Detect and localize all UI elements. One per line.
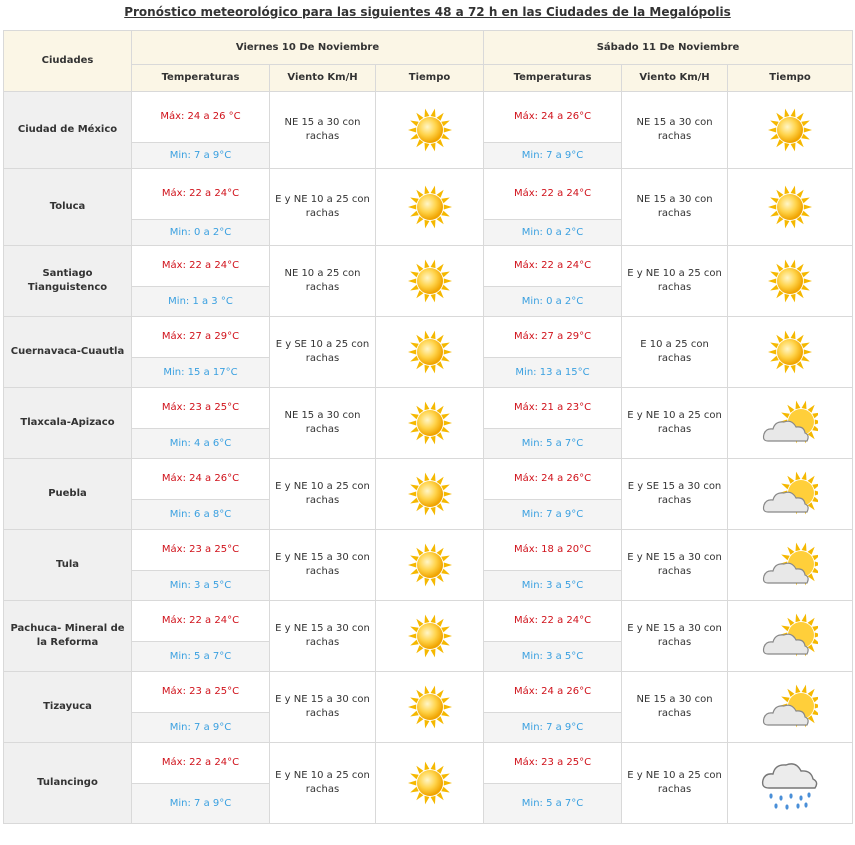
min-temp: Min: 7 a 9°C (132, 784, 270, 824)
sun-icon (405, 631, 455, 642)
wind-header: Viento Km/H (622, 65, 728, 92)
wind-value: E y NE 10 a 25 con rachas (622, 388, 728, 459)
min-temp: Min: 15 a 17°C (132, 358, 270, 388)
max-temp: Máx: 22 a 24°C (484, 246, 622, 287)
min-temp: Min: 3 a 5°C (132, 571, 270, 601)
wind-value: E y NE 10 a 25 con rachas (270, 459, 376, 530)
weather-cell (728, 92, 853, 169)
city-name: Toluca (4, 169, 132, 246)
weather-cell (376, 672, 484, 743)
weather-cell (376, 169, 484, 246)
max-temp: Máx: 22 a 24°C (132, 743, 270, 784)
sun-icon (405, 347, 455, 358)
wind-value: E y NE 15 a 30 con rachas (270, 530, 376, 601)
weather-cell (728, 169, 853, 246)
sun-icon (765, 125, 815, 136)
sun-icon (405, 489, 455, 500)
sun-icon (405, 276, 455, 287)
min-temp: Min: 7 a 9°C (484, 500, 622, 530)
wind-value: E y NE 15 a 30 con rachas (270, 601, 376, 672)
city-name: Tulancingo (4, 743, 132, 824)
cities-header: Ciudades (4, 31, 132, 92)
city-name: Tizayuca (4, 672, 132, 743)
sun-icon (765, 202, 815, 213)
wind-value: E y NE 15 a 30 con rachas (622, 530, 728, 601)
city-name: Cuernavaca-Cuautla (4, 317, 132, 388)
partly-cloudy-icon (762, 631, 818, 642)
max-temp: Máx: 21 a 23°C (484, 388, 622, 429)
weather-cell (728, 743, 853, 824)
max-temp: Máx: 22 a 24°C (132, 246, 270, 287)
weather-cell (728, 246, 853, 317)
wind-value: E y NE 10 a 25 con rachas (622, 743, 728, 824)
weather-header: Tiempo (728, 65, 853, 92)
wind-value: E y NE 10 a 25 con rachas (270, 743, 376, 824)
max-temp: Máx: 23 a 25°C (132, 530, 270, 571)
weather-cell (376, 92, 484, 169)
table-row (4, 169, 853, 220)
city-name: Tula (4, 530, 132, 601)
wind-value: E y NE 10 a 25 con rachas (270, 169, 376, 246)
max-temp: Máx: 22 a 24°C (484, 169, 622, 220)
wind-value: NE 10 a 25 con rachas (270, 246, 376, 317)
min-temp: Min: 5 a 7°C (132, 642, 270, 672)
partly-cloudy-icon (762, 702, 818, 713)
wind-value: NE 15 a 30 con rachas (270, 388, 376, 459)
max-temp: Máx: 23 a 25°C (132, 388, 270, 429)
min-temp: Min: 7 a 9°C (484, 143, 622, 169)
max-temp: Máx: 24 a 26 °C (132, 92, 270, 143)
sun-icon (765, 276, 815, 287)
sun-icon (405, 560, 455, 571)
min-temp: Min: 7 a 9°C (132, 713, 270, 743)
weather-cell (728, 459, 853, 530)
min-temp: Min: 1 a 3 °C (132, 287, 270, 317)
city-name: Santiago Tianguistenco (4, 246, 132, 317)
temps-header: Temperaturas (484, 65, 622, 92)
wind-value: E y SE 15 a 30 con rachas (622, 459, 728, 530)
max-temp: Máx: 22 a 24°C (132, 169, 270, 220)
weather-cell (728, 530, 853, 601)
wind-value: NE 15 a 30 con rachas (622, 92, 728, 169)
table-row (4, 459, 853, 500)
weather-header: Tiempo (376, 65, 484, 92)
city-name: Puebla (4, 459, 132, 530)
min-temp: Min: 13 a 15°C (484, 358, 622, 388)
wind-header: Viento Km/H (270, 65, 376, 92)
sun-icon (405, 418, 455, 429)
sun-icon (765, 347, 815, 358)
max-temp: Máx: 24 a 26°C (484, 672, 622, 713)
sun-icon (405, 125, 455, 136)
min-temp: Min: 0 a 2°C (484, 220, 622, 246)
weather-cell (376, 317, 484, 388)
min-temp: Min: 3 a 5°C (484, 571, 622, 601)
min-temp: Min: 0 a 2°C (132, 220, 270, 246)
min-temp: Min: 0 a 2°C (484, 287, 622, 317)
max-temp: Máx: 24 a 26°C (484, 459, 622, 500)
page-title: Pronóstico meteorológico para las siguientes 48 a 72 h en las Ciudades de la Megalópolis (124, 5, 731, 19)
max-temp: Máx: 27 a 29°C (132, 317, 270, 358)
table-row (4, 246, 853, 287)
max-temp: Máx: 24 a 26°C (484, 92, 622, 143)
wind-value: NE 15 a 30 con rachas (622, 169, 728, 246)
max-temp: Máx: 22 a 24°C (132, 601, 270, 642)
partly-cloudy-icon (762, 418, 818, 429)
wind-value: E y NE 10 a 25 con rachas (622, 246, 728, 317)
table-row (4, 530, 853, 571)
weather-cell (376, 388, 484, 459)
min-temp: Min: 5 a 7°C (484, 429, 622, 459)
weather-cell (728, 672, 853, 743)
temps-header: Temperaturas (132, 65, 270, 92)
forecast-table (3, 30, 853, 824)
max-temp: Máx: 23 a 25°C (484, 743, 622, 784)
city-name: Tlaxcala-Apizaco (4, 388, 132, 459)
max-temp: Máx: 27 a 29°C (484, 317, 622, 358)
sun-icon (405, 702, 455, 713)
max-temp: Máx: 24 a 26°C (132, 459, 270, 500)
weather-cell (376, 743, 484, 824)
wind-value: NE 15 a 30 con rachas (270, 92, 376, 169)
day1-header: Viernes 10 De Noviembre (132, 31, 484, 65)
city-name: Pachuca- Mineral de la Reforma (4, 601, 132, 672)
table-row (4, 317, 853, 358)
min-temp: Min: 4 a 6°C (132, 429, 270, 459)
weather-cell (728, 601, 853, 672)
weather-cell (376, 459, 484, 530)
sun-icon (405, 778, 455, 789)
max-temp: Máx: 18 a 20°C (484, 530, 622, 571)
max-temp: Máx: 22 a 24°C (484, 601, 622, 642)
partly-cloudy-icon (762, 560, 818, 571)
city-name: Ciudad de México (4, 92, 132, 169)
weather-cell (376, 530, 484, 601)
sun-icon (405, 202, 455, 213)
table-row (4, 743, 853, 784)
wind-value: E y SE 10 a 25 con rachas (270, 317, 376, 388)
min-temp: Min: 6 a 8°C (132, 500, 270, 530)
min-temp: Min: 5 a 7°C (484, 784, 622, 824)
min-temp: Min: 7 a 9°C (132, 143, 270, 169)
table-row (4, 601, 853, 642)
wind-value: E y NE 15 a 30 con rachas (622, 601, 728, 672)
weather-cell (376, 601, 484, 672)
table-row (4, 672, 853, 713)
table-row (4, 388, 853, 429)
rain-cloud-icon (759, 778, 821, 789)
wind-value: NE 15 a 30 con rachas (622, 672, 728, 743)
max-temp: Máx: 23 a 25°C (132, 672, 270, 713)
partly-cloudy-icon (762, 489, 818, 500)
table-row (4, 92, 853, 143)
day2-header: Sábado 11 De Noviembre (484, 31, 853, 65)
min-temp: Min: 3 a 5°C (484, 642, 622, 672)
weather-cell (376, 246, 484, 317)
wind-value: E 10 a 25 con rachas (622, 317, 728, 388)
weather-cell (728, 317, 853, 388)
wind-value: E y NE 15 a 30 con rachas (270, 672, 376, 743)
min-temp: Min: 7 a 9°C (484, 713, 622, 743)
weather-cell (728, 388, 853, 459)
